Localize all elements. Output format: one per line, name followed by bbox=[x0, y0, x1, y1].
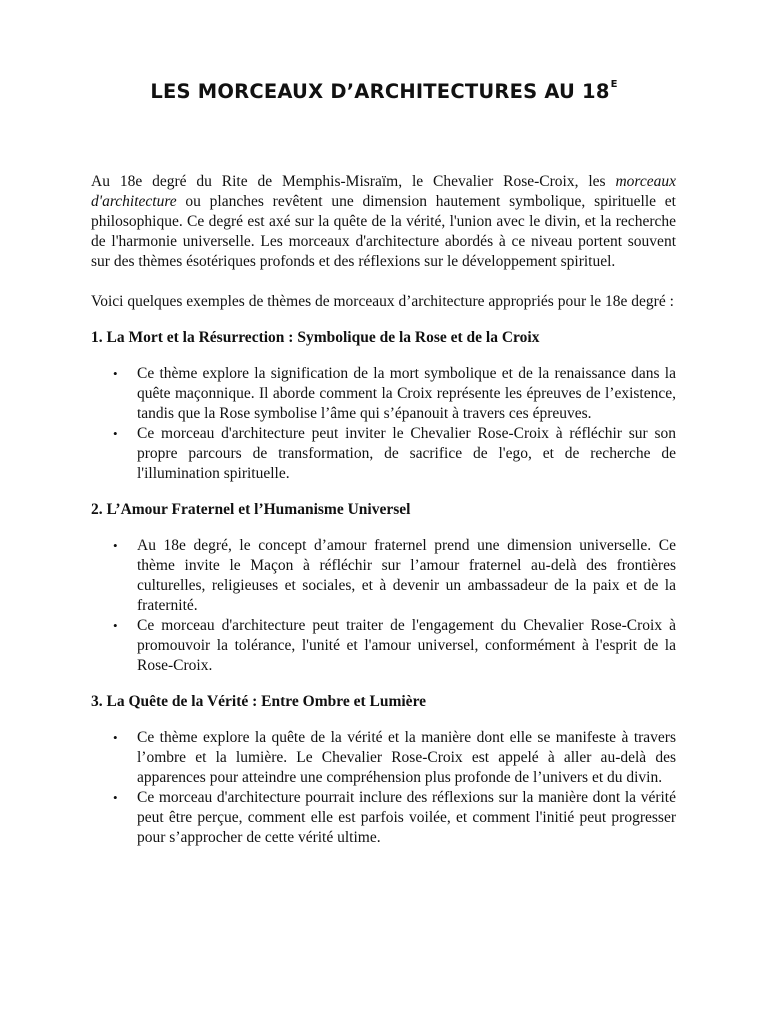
section-1-heading: 1. La Mort et la Résurrection : Symbolique de la Rose et de la Croix bbox=[91, 329, 540, 346]
section-3-bullet-list bbox=[91, 728, 676, 848]
section-1-bullet-1: • Ce thème explore la signification de la mort symbolique et de la renaissance dans la quête maçonnique. Il aborde comment la Croix représente les épreuves de l’existence, tandis que la Rose symbolise l’âme qui s’épanouit à travers ces épreuves. bbox=[137, 364, 676, 424]
section-1-bullet-list bbox=[91, 364, 676, 484]
examples-intro-paragraph: Voici quelques exemples de thèmes de morceaux d’architecture appropriés pour le 18e degré : bbox=[91, 293, 674, 310]
section-3-heading: 3. La Quête de la Vérité : Entre Ombre et Lumière bbox=[91, 693, 427, 710]
intro-paragraph bbox=[91, 172, 676, 272]
title-text: LES MORCEAUX D’ARCHITECTURES AU 18 bbox=[150, 80, 610, 103]
document-body bbox=[91, 172, 676, 864]
section-2-heading: 2. L’Amour Fraternel et l’Humanisme Universel bbox=[91, 501, 411, 518]
title-superscript: E bbox=[610, 79, 618, 90]
section-1-bullet-2: • Ce morceau d'architecture peut inviter le Chevalier Rose-Croix à réfléchir sur son propre parcours de transformation, de sacrifice de l'ego, et de recherche de l'illumination spirituelle. bbox=[137, 424, 676, 484]
section-3-bullet-1: • Ce thème explore la quête de la vérité et la manière dont elle se manifeste à travers l’ombre et la lumière. Le Chevalier Rose-Croix est appelé à aller au-delà des apparences pour atteindre une compréhension plus profonde de l’univers et du divin. bbox=[137, 728, 676, 788]
intro-emphasis: morceaux d'architecture bbox=[91, 173, 676, 210]
section-2-bullet-list bbox=[91, 536, 676, 676]
section-2-bullet-2: • Ce morceau d'architecture peut traiter de l'engagement du Chevalier Rose-Croix à promouvoir la tolérance, l'unité et l'amour universel, conformément à l'esprit de la Rose-Croix. bbox=[137, 616, 676, 676]
document-title bbox=[0, 80, 768, 103]
intro-text-part1: Au 18e degré du Rite de Memphis-Misraïm, le Chevalier Rose-Croix, les bbox=[91, 173, 616, 190]
section-2-bullet-1: • Au 18e degré, le concept d’amour fraternel prend une dimension universelle. Ce thème invite le Maçon à réfléchir sur l’amour fraternel au-delà des frontières culturelles, religieuses et sociales, et à devenir un ambassadeur de la paix et de la fraternité. bbox=[137, 536, 676, 616]
section-3-bullet-2: • Ce morceau d'architecture pourrait inclure des réflexions sur la manière dont la vérité peut être perçue, comment elle est parfois voilée, et comment l'initié peut progresser pour s’approcher de cette vérité ultime. bbox=[137, 788, 676, 848]
intro-text-part2: ou planches revêtent une dimension hautement symbolique, spirituelle et philosophique. Ce degré est axé sur la quête de la vérité, l'union avec le divin, et la recherche de l'harmonie universelle. Les morceaux d'architecture abordés à ce niveau portent souvent sur des thèmes ésotériques profonds et des réflexions sur le développement spirituel. bbox=[91, 193, 676, 270]
